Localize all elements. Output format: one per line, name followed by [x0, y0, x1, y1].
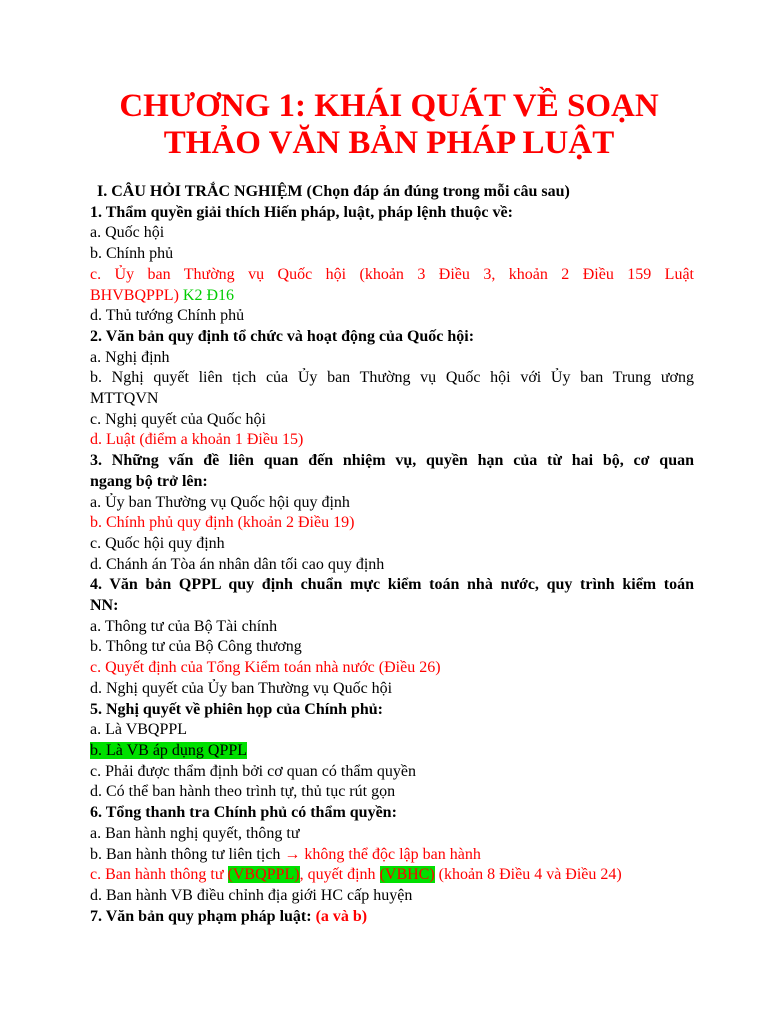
question-3-option-d: d. Chánh án Tòa án nhân dân tối cao quy định	[90, 555, 385, 573]
question-1-option-a: a. Quốc hội	[90, 224, 165, 242]
question-1-option-b: b. Chính phủ	[90, 245, 174, 263]
question-2-option-a: a. Nghị định	[90, 348, 170, 366]
question-7-text: 7. Văn bản quy phạm pháp luật:	[90, 907, 316, 925]
question-5-option-d: d. Có thể ban hành theo trình tự, thủ tục rút gọn	[90, 783, 396, 801]
question-2-option-d: d. Luật (điểm a khoản 1 Điều 15)	[90, 431, 304, 449]
question-3-line-1: 3. Những vấn đề liên quan đến nhiệm vụ, quyền hạn của từ hai bộ, cơ quan	[90, 452, 694, 470]
question-2-option-b-line-1: b. Nghị quyết liên tịch của Ủy ban Thường vụ Quốc hội với Ủy ban Trung ương	[90, 369, 694, 387]
question-list	[90, 182, 694, 927]
question-1-option-c-line-2	[90, 286, 694, 307]
question-2-option-c: c. Nghị quyết của Quốc hội	[90, 410, 266, 428]
question-5-option-b-row	[90, 741, 694, 762]
question-1-option-c-citation: BHVBQPPL)	[90, 286, 183, 304]
question-5-option-a: a. Là VBQPPL	[90, 721, 188, 739]
question-6-option-c-highlight-1: (VBQPPL)	[227, 866, 300, 884]
question-6-option-c-text-2: , quyết định	[299, 866, 380, 884]
question-4-option-a: a. Thông tư của Bộ Tài chính	[90, 617, 278, 635]
question-6-option-c	[90, 865, 694, 886]
question-1: 1. Thẩm quyền giải thích Hiến pháp, luật, pháp lệnh thuộc về:	[90, 203, 513, 221]
question-5-option-c: c. Phải được thẩm định bởi cơ quan có thẩm quyền	[90, 762, 416, 780]
question-6-option-b: b. Ban hành thông tư liên tịch	[90, 845, 285, 863]
question-6-option-b-row	[90, 845, 694, 866]
section-heading: I. CÂU HỎI TRẮC NGHIỆM (Chọn đáp án đúng trong mỗi câu sau)	[97, 183, 570, 200]
question-6-option-c-highlight-2: (VBHC)	[379, 866, 435, 884]
chapter-title-line-1: CHƯƠNG 1: KHÁI QUÁT VỀ SOẠN	[119, 88, 659, 124]
question-4-line-1: 4. Văn bản QPPL quy định chuẩn mực kiểm toán nhà nước, quy trình kiểm toán	[90, 576, 694, 594]
question-5: 5. Nghị quyết về phiên họp của Chính phủ:	[90, 700, 383, 718]
question-4-option-c: c. Quyết định của Tổng Kiểm toán nhà nước (Điều 26)	[90, 659, 441, 677]
question-1-option-c-note: K2 Đ16	[182, 286, 235, 304]
question-7-answer: (a và b)	[315, 907, 368, 925]
question-6-option-d: d. Ban hành VB điều chỉnh địa giới HC cấp huyện	[90, 886, 413, 904]
chapter-title	[84, 88, 694, 162]
question-1-option-c-line-1: c. Ủy ban Thường vụ Quốc hội (khoản 3 Điều 3, khoản 2 Điều 159 Luật	[90, 265, 694, 283]
question-3-option-b: b. Chính phủ quy định (khoản 2 Điều 19)	[90, 514, 355, 532]
question-3-option-a: a. Ủy ban Thường vụ Quốc hội quy định	[90, 493, 350, 511]
question-7	[90, 907, 694, 928]
question-2-option-b-line-2: MTTQVN	[90, 390, 159, 408]
chapter-title-line-2: THẢO VĂN BẢN PHÁP LUẬT	[163, 125, 615, 161]
question-4-option-b: b. Thông tư của Bộ Công thương	[90, 638, 302, 656]
question-5-option-b: b. Là VB áp dụng QPPL	[90, 741, 248, 759]
question-6-option-c-text-3: (khoản 8 Điều 4 và Điều 24)	[434, 866, 622, 884]
question-6-option-a: a. Ban hành nghị quyết, thông tư	[90, 824, 300, 842]
question-6: 6. Tổng thanh tra Chính phủ có thẩm quyền:	[90, 804, 397, 822]
question-3-line-2: ngang bộ trở lên:	[90, 472, 208, 490]
question-4-option-d: d. Nghị quyết của Ủy ban Thường vụ Quốc hội	[90, 679, 393, 697]
question-2: 2. Văn bản quy định tổ chức và hoạt động của Quốc hội:	[90, 327, 475, 345]
question-6-option-c-text-1: c. Ban hành thông tư	[90, 866, 228, 884]
question-1-option-d: d. Thủ tướng Chính phủ	[90, 307, 245, 325]
question-6-option-b-note: → không thể độc lập ban hành	[284, 845, 481, 863]
question-3-option-c: c. Quốc hội quy định	[90, 534, 225, 552]
question-4-line-2: NN:	[90, 597, 119, 615]
